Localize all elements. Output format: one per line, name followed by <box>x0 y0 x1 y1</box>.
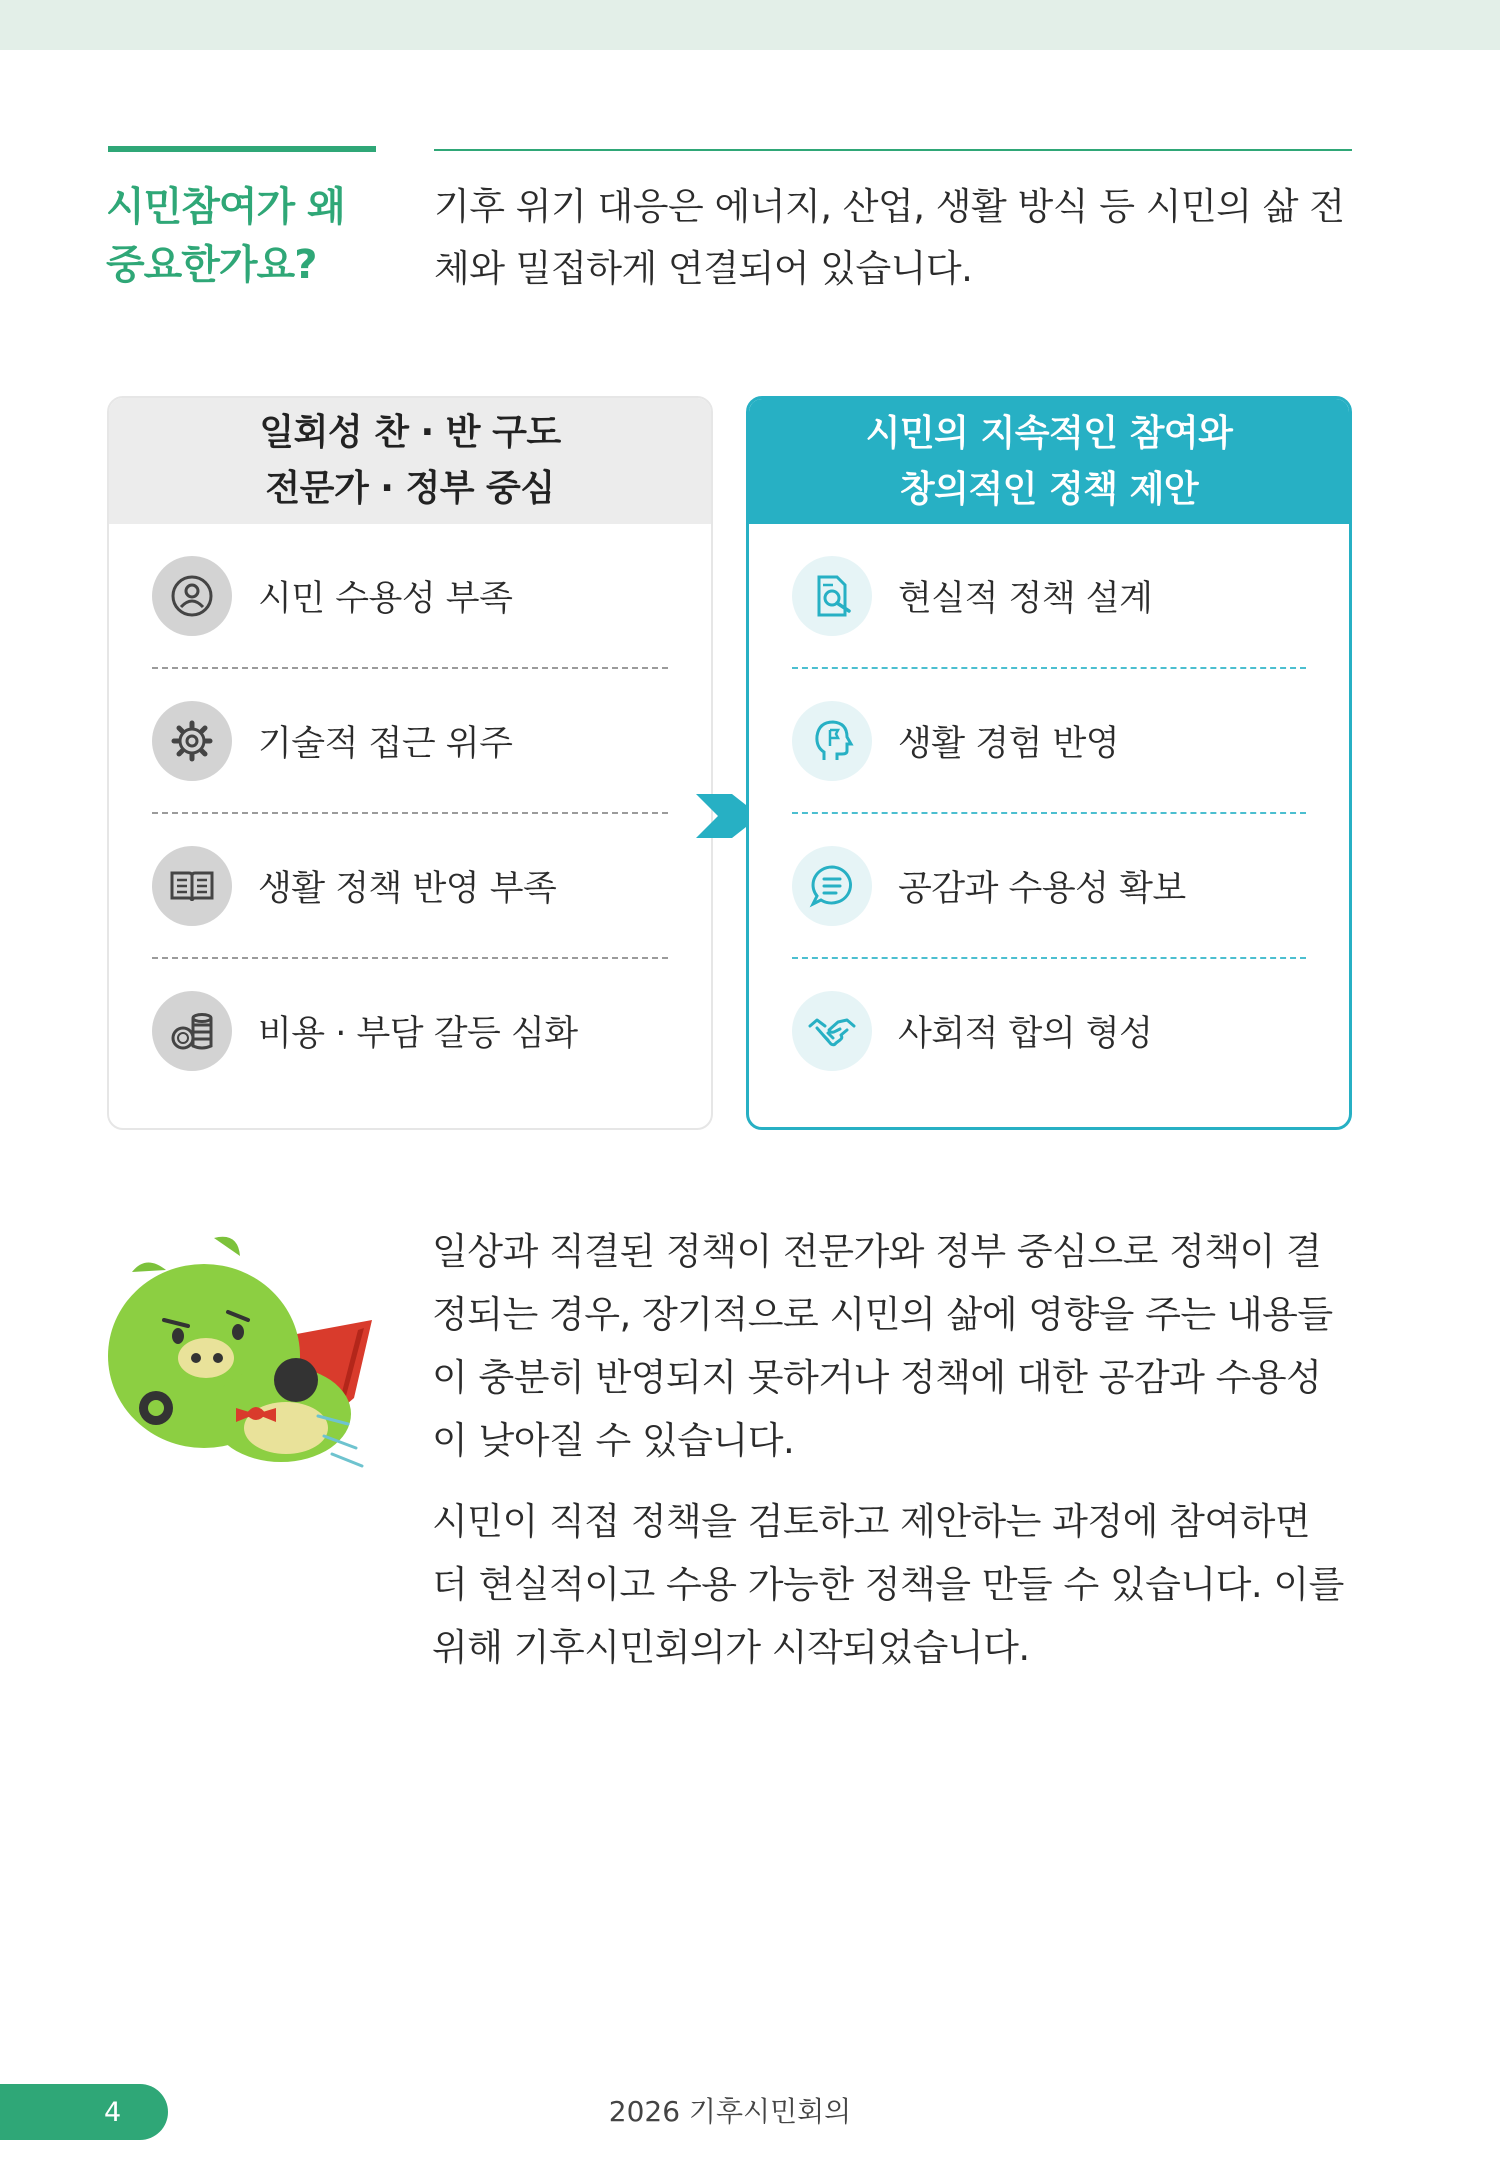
list-item-label: 현실적 정책 설계 <box>898 578 1153 619</box>
top-band <box>0 0 1500 50</box>
chat-bubble-icon <box>792 846 872 926</box>
heading-rule <box>434 149 1352 151</box>
current-approach-title: 일회성 찬 · 반 구도 전문가 · 정부 중심 <box>109 398 711 524</box>
list-item <box>109 669 711 812</box>
person-icon <box>152 556 232 636</box>
list-item <box>749 959 1349 1102</box>
list-item <box>749 524 1349 667</box>
coins-icon <box>152 991 232 1071</box>
handshake-icon <box>792 991 872 1071</box>
body-paragraph: 일상과 직결된 정책이 전문가와 정부 중심으로 정책이 결정되는 경우, 장기적으로 시민의 삶에 영향을 주는 내용들이 충분히 반영되지 못하거나 정책에 대한 공감과 수용성이 낮아질 수 있습니다. <box>432 1230 1333 1462</box>
list-item-label: 공감과 수용성 확보 <box>898 868 1186 909</box>
list-item-label: 시민 수용성 부족 <box>258 578 513 619</box>
list-item-label: 생활 정책 반영 부족 <box>258 868 557 909</box>
list-item-label: 사회적 합의 형성 <box>898 1013 1153 1054</box>
book-icon <box>152 846 232 926</box>
gear-icon <box>152 701 232 781</box>
footer-title: 2026 기후시민회의 <box>608 2095 852 2128</box>
list-item <box>109 959 711 1102</box>
list-item-label: 생활 경험 반영 <box>898 723 1120 764</box>
list-item <box>109 814 711 957</box>
list-item <box>109 524 711 667</box>
mascot-illustration <box>96 1228 386 1478</box>
section-heading: 시민참여가 왜 중요한가요? <box>106 184 345 288</box>
document-search-icon <box>792 556 872 636</box>
list-item-label: 비용 · 부담 갈등 심화 <box>258 1013 578 1054</box>
page-number: 4 <box>0 2084 168 2140</box>
current-approach-card <box>107 396 713 1130</box>
proposed-approach-card <box>746 396 1352 1130</box>
list-item <box>749 669 1349 812</box>
list-item-label: 기술적 접근 위주 <box>258 723 513 764</box>
intro-text: 기후 위기 대응은 에너지, 산업, 생활 방식 등 시민의 삶 전체와 밀접하게 연결되어 있습니다. <box>434 185 1345 290</box>
proposed-approach-title: 시민의 지속적인 참여와 창의적인 정책 제안 <box>749 399 1349 524</box>
body-paragraph: 시민이 직접 정책을 검토하고 제안하는 과정에 참여하면 더 현실적이고 수용 가능한 정책을 만들 수 있습니다. 이를 위해 기후시민회의가 시작되었습니다. <box>432 1500 1344 1669</box>
head-idea-icon <box>792 701 872 781</box>
heading-rule-accent <box>108 146 376 152</box>
list-item <box>749 814 1349 957</box>
